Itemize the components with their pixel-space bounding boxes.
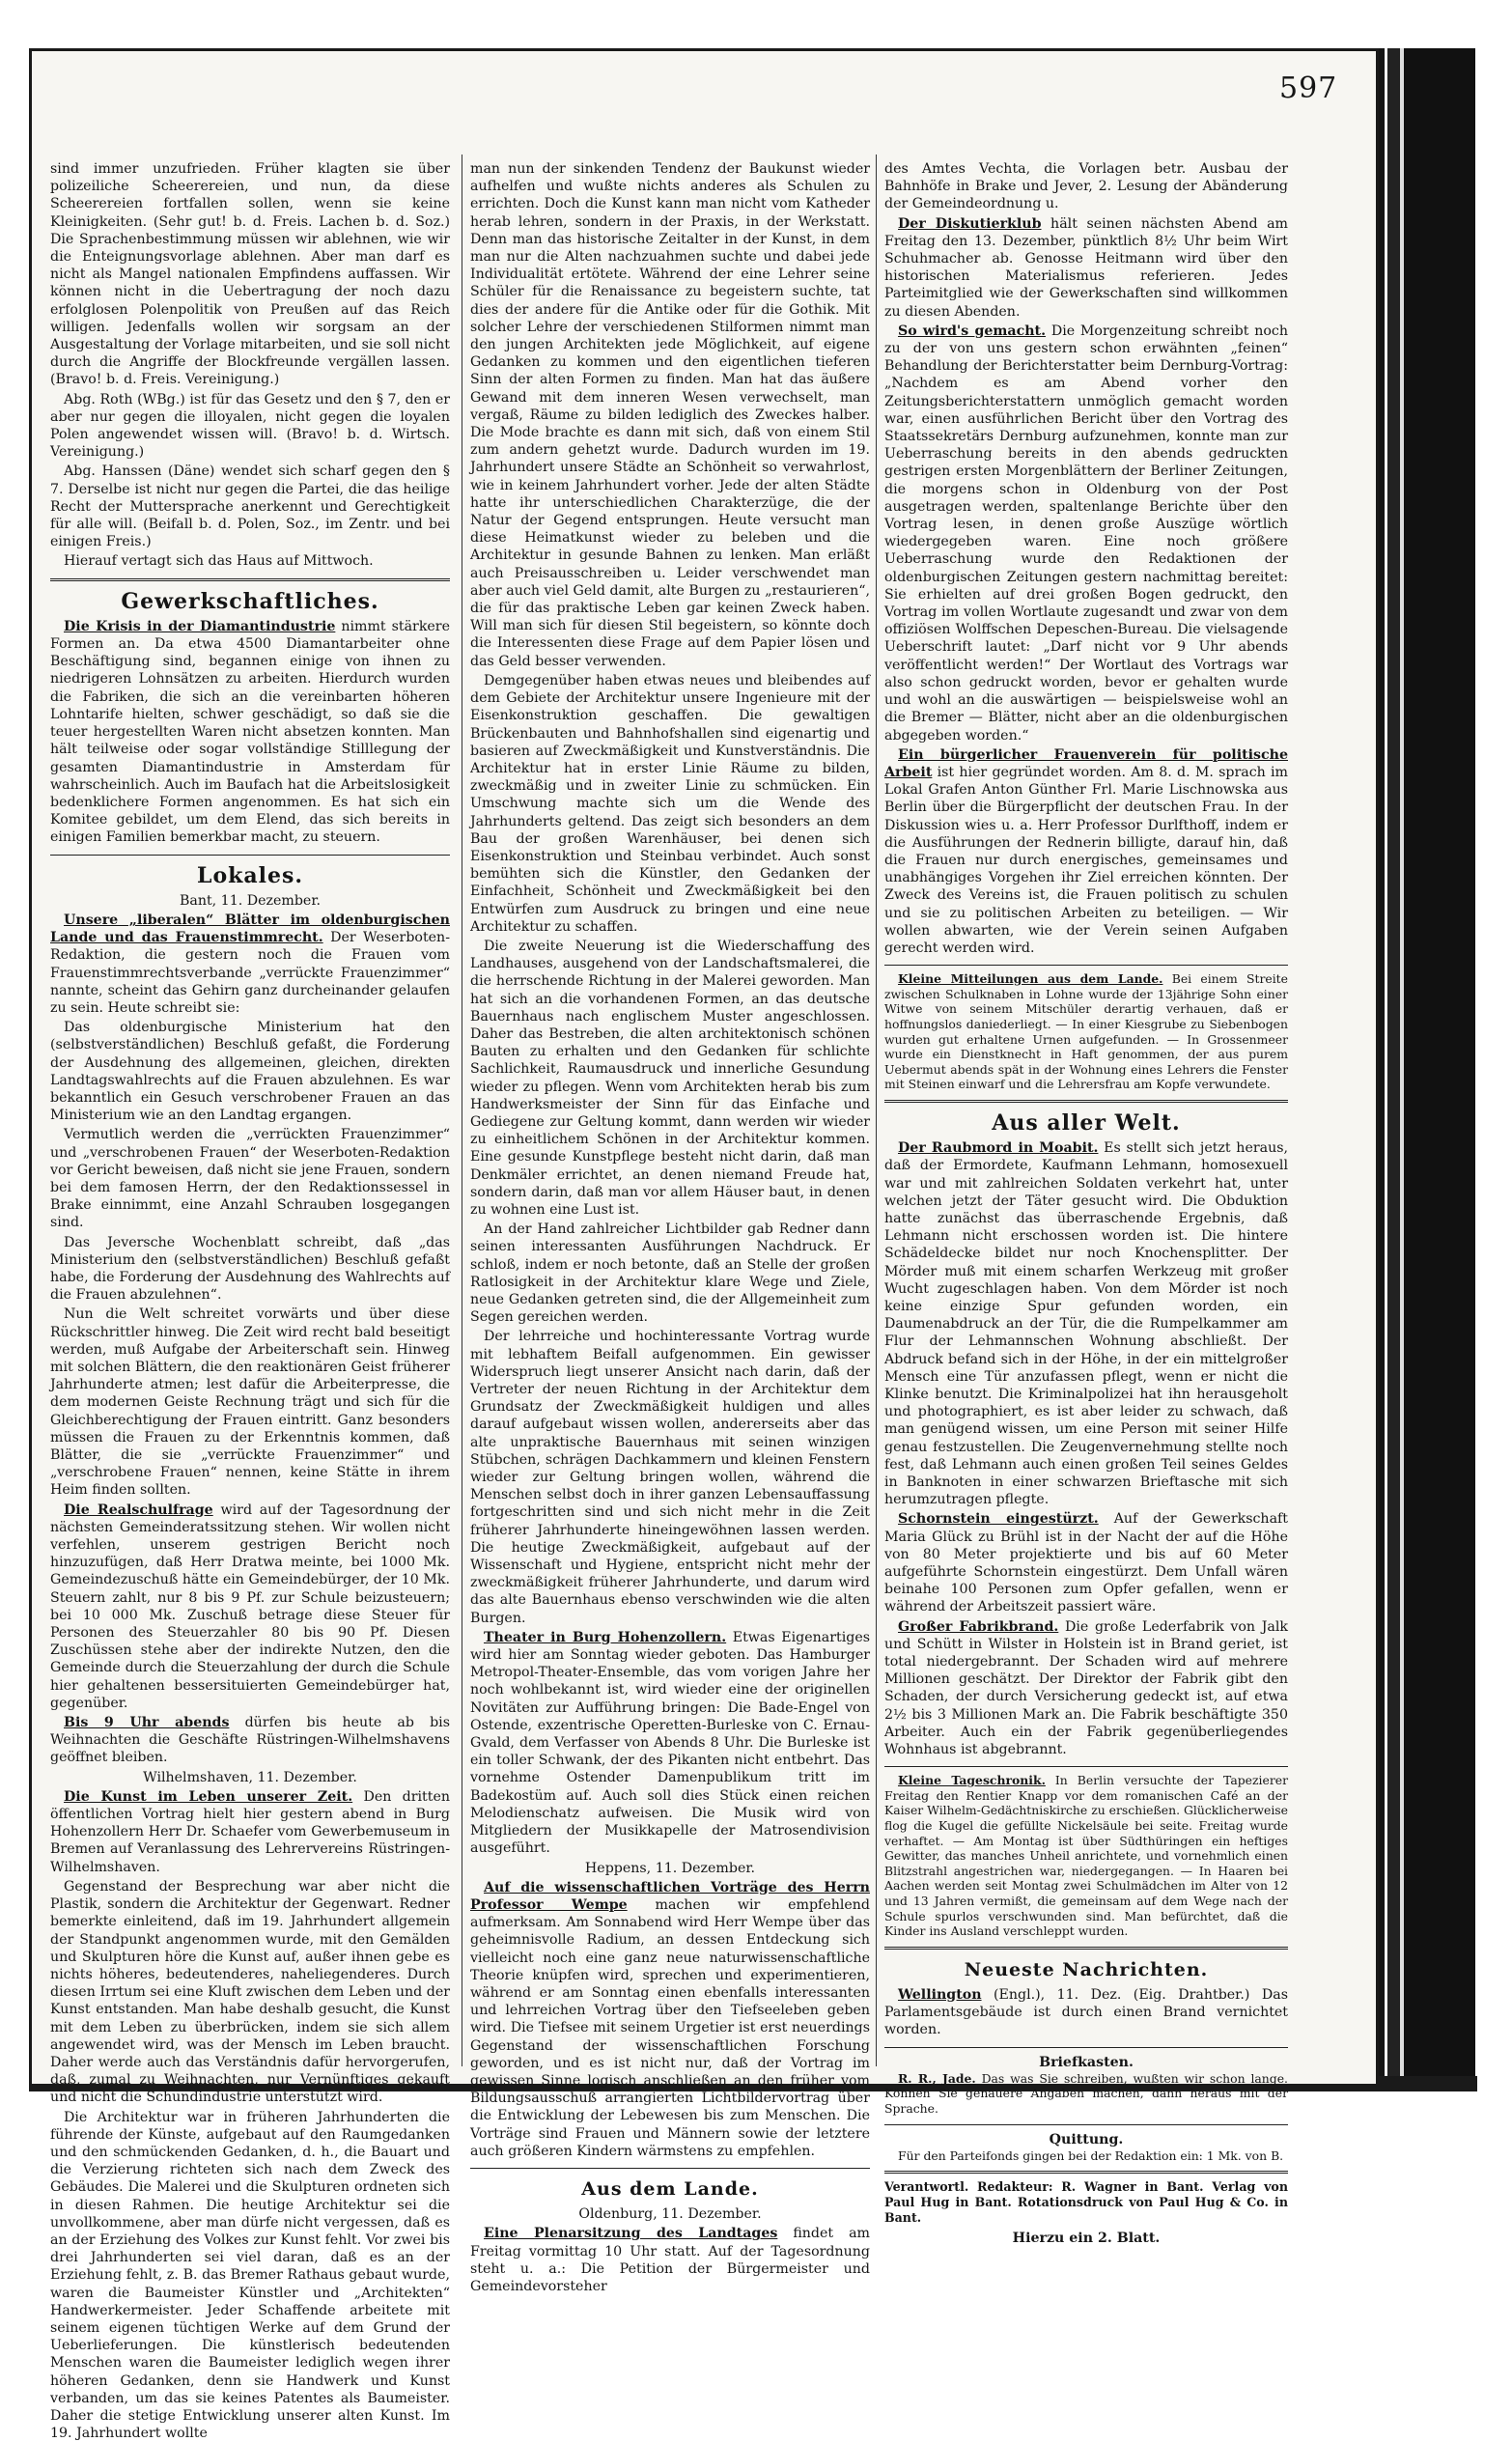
article-text: machen wir empfehlend aufmerksam. Am Sonnabend wird Herr Wempe über das geheimnisvolle Radium, an dessen Entdeckung sich vielleicht noch eine ganz neue naturwissenschaftliche Theorie knüpfen wird, sprechen und experimentieren, während er am Sonntag einen ebenfalls interessanten und lehrreichen Vortrag über den Tiefseeleben geben wird. Die Tiefsee mit seinem Urgetier ist erst neuerdings Gegenstand der wissenschaftlichen Forschung geworden, und es ist nicht nur, daß der Vortrag im gewissen Sinne logisch anschließen an den früher vom Bildungsausschuß arrangierten Lichtbildervortrag über die Entwicklung der Lebewesen bis zum Menschen. Die Vorträge sind Frauen und Männern sowie der letztere auch größeren Kindern wärmstens zu empfehlen. <box>470 1896 870 2159</box>
column-rule <box>876 154 877 2066</box>
article-lead: Eine Plenarsitzung des Landtages <box>484 2226 778 2242</box>
article-text: Die große Lederfabrik von Jalk und Schütt in Wilster in Holstein ist in Brand geriet, ist total niedergebrannt. Der Schaden wird auf mehrere Millionen geschätzt. Der Direktor der Fabrik gibt den Schaden, der durch Versicherung gedeckt ist, auf etwa 2½ bis 3 Millionen Mark an. Die Fabrik beschäftigte 350 Arbeiter. Auch ein der Fabrik gegenüberliegendes Wohnhaus ist abgebrannt. <box>884 1618 1289 1757</box>
column-1 <box>50 160 450 2442</box>
dateline: Bant, 11. Dezember. <box>179 892 322 909</box>
article-lead: Wellington <box>898 1986 982 2003</box>
dateline: Wilhelmshaven, 11. Dezember. <box>143 1769 357 1785</box>
article-lead: Schornstein eingestürzt. <box>898 1511 1099 1528</box>
column-2 <box>470 160 870 2294</box>
imprint: Verantwortl. Redakteur: R. Wagner in Bant. Verlag von Paul Hug in Bant. Rotationsdruck von Paul Hug & Co. in Bant. <box>884 2179 1288 2226</box>
section-rule <box>884 2171 1288 2174</box>
article-text: Für den Parteifonds gingen bei der Redaktion ein: 1 Mk. von B. <box>898 2147 1284 2163</box>
section-heading: Aus dem Lande. <box>581 2177 759 2200</box>
article-text: Das was Sie schreiben, wußten wir schon lange. Können Sie genauere Angaben machen, dann heraus mit der Sprache. <box>884 2070 1288 2116</box>
article-text: An der Hand zahlreicher Lichtbilder gab Redner dann seinen interessanten Ausführungen Nachdruck. Er schloß, indem er noch betonte, daß an Stelle der großen Ratlosigkeit in der Architektur klare Wege und Ziele, neue Gedanken getreten sind, die der Allgemeinheit zum Segen gereichen werden. <box>470 1221 870 1326</box>
section-rule <box>884 2124 1288 2125</box>
article-text: In Berlin versuchte der Tapezierer Freitag den Rentier Knapp vor dem romanischen Café an der Kaiser Wilhelm-Gedächtniskirche zu erschießen. Glücklicherweise flog die Kugel die gefüllte Nickelsäule bei seite. Freitag wurde verhaftet. — Am Montag ist über Südthüringen ein heftiges Gewitter, das manches Unheil anrichtete, und vornehmlich einen Blitzstrahl angestrichen war, niedergegangen. — In Haaren bei Aachen werden seit Montag zwei Schulmädchen im Alter von 12 und 13 Jahren vermißt, die gemeinsam auf dem Wege nach der Schule spurlos verschwunden sind. Man befürchtet, daß die Kinder ins Ausland verschleppt wurden. <box>884 1773 1288 1939</box>
section-heading: Aus aller Welt. <box>992 1109 1181 1136</box>
section-heading: Gewerkschaftliches. <box>121 588 379 614</box>
dateline: Heppens, 11. Dezember. <box>584 1860 756 1876</box>
binding-edge <box>1379 48 1475 2084</box>
article-text: Den dritten öffentlichen Vortrag hielt hier gestern abend in Burg Hohenzollern Herr Dr. Schaefer vom Gewerbemuseum in Bremen auf Veranlassung des Lehrervereins Rüstringen-Wilhelmshaven. <box>50 1788 450 1875</box>
article-text: findet am Freitag vormittag 10 Uhr statt. Auf der Tagesordnung steht u. a.: Die Petition der Bürgermeister und Gemeindevorsteher <box>470 2226 870 2294</box>
article-lead: R. R., Jade. <box>898 2070 976 2086</box>
article-text: Die Morgenzeitung schreibt noch zu der von uns gestern schon erwähnten „feinen“ Behandlung der Berichterstatter beim Dernburg-Vortrag: „Nachdem es am Abend vorher den Zeitungsberichterstattern unmöglich gemacht worden war, einen ausführlichen Bericht über den Vortrag des Staatssekretärs Dernburg aufzunehmen, konnte man zur Ueberraschung bereits in den abends gedruckten gestrigen ersten Morgenblättern der Berliner Zeitungen, die morgens schon in Oldenburg von der Post ausgetragen werden, spaltenlange Berichte über den Vortrag lesen, in denen große Auszüge wörtlich wiedergegeben waren. Eine noch größere Ueberraschung wurde den Redaktionen der oldenburgischen Zeitungen gestern nachmittag bereitet: Sie erhielten auf drei großen Bogen gedruckt, den Vortrag im vollen Wortlaute zugesandt und zwar von dem offiziösen Wolffschen Depeschen-Bureau. Die vielsagende Ueberschrift lautet: „Darf nicht vor 9 Uhr abends veröffentlicht werden!“ Der Wortlaut des Vortrags war also schon gedruckt worden, bevor er gehalten wurde und wohl an die auswärtigen — beispielsweise wohl an die Bremer — Blätter, nicht aber an die oldenburgischen abgegeben worden.“ <box>884 323 1289 744</box>
article-text: Vermutlich werden die „verrückten Frauenzimmer“ und „verschrobenen Frauen“ der Weserboten-Redaktion vor Gericht beweisen, daß nicht sie jene Frauen, sondern bei dem famosen Herrn, der den Redaktionssessel in Brake einnimmt, eine Anzahl Schrauben losgegangen sind. <box>50 1127 450 1231</box>
article-text: nimmt stärkere Formen an. Da etwa 4500 Diamantarbeiter ohne Beschäftigung sind, begannen einige von ihnen zu niedrigeren Lohnsätzen zu arbeiten. Hierdurch wurden die Fabriken, die sich an die vereinbarten höheren Lohntarife hielten, schwer geschädigt, so daß sie die teuer hergestellten Waren nicht absetzen konnten. Man hält teilweise oder sogar vollständige Stilllegung der gesamten Diamantindustrie in Amsterdam für wahrscheinlich. Auch im Baufach hat die Arbeitslosigkeit bedenklichere Formen angenommen. Es hat sich ein Komitee gebildet, um dem Elend, das sich bereits in einigen Familien bemerkbar macht, zu steuern. <box>50 618 450 846</box>
article-lead: So wird's gemacht. <box>898 323 1047 339</box>
article-lead: Kleine Tageschronik. <box>898 1773 1046 1788</box>
article-text: Hierauf vertagt sich das Haus auf Mittwoch. <box>64 553 374 570</box>
section-rule <box>884 1100 1288 1103</box>
section-heading: Quittung. <box>1049 2131 1124 2147</box>
article-text: Die Architektur war in früheren Jahrhunderten die führende der Künste, aufgebaut auf den Raumgedanken und den schmückenden Gedanken, d. h., die Bauart und die Verzierung richteten sich nach dem Zweck des Gebäudes. Die Malerei und die Skulpturen ordneten sich in diesen Rahmen. Die heutige Architektur sei die unvollkommene, aber man dürfe nicht vergessen, daß es an der Erziehung des Volkes zur Kunst fehlt. Vor zwei bis drei Jahrhunderten sei viel daran, daß es an der Erziehung fehlt, z. B. das Bremer Rathaus gebaut wurde, waren die Baumeister Künstler und „Architekten“ Handwerkermeister. Jeder Schaffende arbeitete mit seinem eigenen tüchtigen Werke auf dem Grund der Ueberlieferungen. Die künstlerisch bedeutenden Menschen waren die Baumeister lediglich wegen ihrer höheren Gedanken, denn sie Handwerk und Kunst verbanden, um das sie keines Patentes als Baumeister. Daher die stetige Entwicklung unserer alten Kunst. Im 19. Jahrhundert wollte <box>50 2109 450 2442</box>
article-text: hält seinen nächsten Abend am Freitag den 13. Dezember, pünktlich 8½ Uhr beim Wirt Schuhmacher ab. Genosse Heitmann wird über den historischen Materialismus referieren. Jedes Parteimitglied wie der Gewerkschaften sind willkommen zu diesen Abenden. <box>884 215 1289 320</box>
section-rule <box>470 2168 870 2169</box>
article-text: dürfen bis heute ab bis Weihnachten die Geschäfte Rüstringen-Wilhelmshavens geöffnet bleiben. <box>50 1715 450 1766</box>
article-text: Die zweite Neuerung ist die Wiederschaffung des Landhauses, ausgehend von der Landschaftsmalerei, die die herrschende Richtung in der Malerei geworden. Man hat sich an die vorhandenen Formen, an das deutsche Bauernhaus nach englischem Muster angeschlossen. Daher das Bestreben, die alten architektonisch schönen Bauten zu erhalten und den Gedanken für schlichte Sachlichkeit, Raumausdruck und innerliche Gesundung wieder zu pflegen. Wenn vom Architekten herab bis zum Handwerksmeister der Sinn für das Einfache und Gediegene zur Geltung kommt, dann werden wir wieder zu einheitlichem Schönen in der Architektur kommen. Eine gesunde Kunstpflege besteht nicht darin, daß man Denkmäler errichtet, an denen niemand Freude hat, sondern darin, daß man vor allem Häuser baut, in denen zu wohnen eine Lust ist. <box>470 938 870 1218</box>
article-text: Bei einem Streite zwischen Schulknaben in Lohne wurde der 13jährige Sohn einer Witwe von seinem Mitschüler derartig verhauen, daß er hoffnungslos daniederliegt. — In einer Kiesgrube zu Siebenbogen wurden gut erhaltene Urnen aufgefunden. — In Grossenmeer wurde ein Dienstknecht in Haft genommen, der aus purem Uebermut abends spät in der Wohnung eines Lehrers die Fenster mit Steinen einwarf und die Lehrersfrau am Kopfe verwundete. <box>884 971 1288 1092</box>
article-text: Gegenstand der Besprechung war aber nicht die Plastik, sondern die Architektur der Gegenwart. Redner bemerkte einleitend, daß im 19. Jahrhundert allgemein der Standpunkt angenommen wurde, mit den Gemälden und Skulpturen höre die Kunst auf, außer ihnen gebe es nichts höheres, bedeutenderes, naheliegenderes. Durch diesen Irrtum sei eine Kluft zwischen dem Leben und der Kunst entstanden. Man habe deshalb gesucht, die Kunst mit dem Leben zu überbrücken, indem sie sich allem angewendet wird, was der Mensch im Leben braucht. Daher werde auch das Verständnis dafür hervorgerufen, daß, zumal zu Weihnachten, nur Vernünftiges gekauft und nicht die Schundindustrie unterstützt wird. <box>50 1878 450 2106</box>
section-rule <box>884 1947 1288 1950</box>
article-text: Der Weserboten-Redaktion, die gestern noch die Frauen vom Frauenstimmrechtsverbande „verrückte Frauenzimmer“ nannte, scheint das Gehirn ganz durcheinander gelaufen zu sein. Heute schreibt sie: <box>50 930 450 1016</box>
article-text: des Amtes Vechta, die Vorlagen betr. Ausbau der Bahnhöfe in Brake und Jever, 2. Lesung der Abänderung der Gemeindeordnung u. <box>884 161 1288 212</box>
section-heading: Lokales. <box>196 862 304 888</box>
article-text: (Engl.), 11. Dez. (Eig. Drahtber.) Das Parlamentsgebäude ist durch einen Brand vernichtet worden. <box>884 1986 1288 2038</box>
article-lead: Die Krisis in der Diamantindustrie <box>64 618 336 634</box>
article-text: man nun der sinkenden Tendenz der Baukunst wieder aufhelfen und wußte nichts anderes als Schulen zu errichten. Doch die Kunst kann man nicht vom Katheder herab lehren, sondern in der Praxis, in der Werkstatt. Denn man das historische Zeitalter in der Kunst, in dem man nur die Alten nachzuahmen suchte und dabei jede Individualität ertötete. Während der eine Lehrer seine Schüler für die Renaissance zu begeistern suchte, tat dies der andere für die Antike oder für die Gothik. Mit solcher Lehre der verschiedenen Stilformen nimmt man den jungen Architekten jede Möglichkeit, auf eigene Gedanken zu kommen und den eigentlichen tieferen Sinn der alten Formen zu finden. Man hat das äußere Gewand mit dem inneren Wesen verwechselt, man vergaß, Räume zu bilden lediglich des Zweckes halber. Die Mode brachte es dann mit sich, daß von einem Stil zum andern gehetzt wurde. Dadurch wurden im 19. Jahrhundert unsere Städte an Schönheit so verwahrlost, wie in keinem Jahrhundert vorher. Jede der alten Städte hatte ihr unterschiedlichen Charakterzüge, die der Natur der Gegend entsprungen. Heute versucht man diese Heimatkunst wieder zu beleben und die Architektur in gesunde Bahnen zu lenken. Man erläßt auch Preisausschreiben u. Leider verschwendet man aber auch viel Geld damit, alte Burgen zu „restaurieren“, die für das praktische Leben gar keinen Zweck haben. Will man sich für diesen Stil begeistern, so könnte doch die Interessenten diese Frage auf dem Papier lösen und das Geld besser verwenden. <box>470 161 870 669</box>
article-lead: Der Raubmord in Moabit. <box>898 1140 1099 1157</box>
article-lead: Ein bürgerlicher Frauenverein für politische Arbeit <box>884 746 1288 780</box>
article-text: Abg. Roth (WBg.) ist für das Gesetz und den § 7, den er aber nur gegen die illoyalen, nicht gegen die loyalen Polen angewendet wissen will. (Bravo! b. d. Wirtsch. Vereinigung.) <box>50 391 450 461</box>
article-lead: Auf die wissenschaftlichen Vorträge des Herrn Professor Wempe <box>470 1879 870 1913</box>
section-rule <box>884 2047 1288 2048</box>
section-rule <box>50 578 450 581</box>
article-text: Es stellt sich jetzt heraus, daß der Ermordete, Kaufmann Lehmann, homosexuell war und mit zahlreichen Soldaten verkehrt hat, unter welchen jetzt der Täter gesucht wird. Die Obduktion hatte zunächst das überraschende Ergebnis, daß Lehmann nicht erschossen worden ist. Die hintere Schädeldecke bildet nur noch Knochensplitter. Der Mörder muß mit einem scharfen Werkzeug mit großer Wucht zugeschlagen haben. Von dem Mörder ist noch keine einzige Spur gefunden worden, ein Daumenabdruck an der Tür, die die Rumpelkammer am Flur der Lehmannschen Wohnung abschließt. Der Abdruck befand sich in der Höhe, in der ein mittelgroßer Mensch eine Tür anzufassen pflegt, wenn er nicht die Klinke benutzt. Die Kriminalpolizei hat ihn herausgeholt und photographiert, es ist aber leider zu schwach, daß man genügend wissen, um eine Person mit seiner Hilfe genau festzustellen. Die Zeugenvernehmung stellte noch fest, daß Lehmann auch einen großen Teil seines Geldes in Banknoten in einer schwarzen Brieftasche mit sich herumzutragen pflegte. <box>884 1140 1289 1508</box>
article-text: Etwas Eigenartiges wird hier am Sonntag wieder geboten. Das Hamburger Metropol-Theater-Ensemble, das vom vorigen Jahre her noch wohlbekannt ist, wird wieder eine der originellen Novitäten zur Aufführung bringen: Die Bade-Engel von Ostende, exzentrische Operetten-Burleske von C. Ernau-Gvald, dem Verfasser von Abends 8 Uhr. Die Burleske ist ein toller Schwank, der des Pikanten nicht entbehrt. Das vornehme Ostender Damenpublikum tritt im Badekostüm auf. Auch soll dies Stück einen reichen Melodienschatz aufweisen. Die Musik wird von Mitgliedern der Musikkapelle der Matrosendivision ausgeführt. <box>470 1629 870 1857</box>
article-lead: Theater in Burg Hohenzollern. <box>484 1629 727 1645</box>
column-3 <box>884 160 1289 2247</box>
article-lead: Kleine Mitteilungen aus dem Lande. <box>898 971 1163 987</box>
article-lead: Bis 9 Uhr abends <box>64 1715 230 1731</box>
article-text: wird auf der Tagesordnung der nächsten Gemeinderatssitzung stehen. Wir wollen nicht verfehlen, unserem gestrigen Bericht noch hinzuzufügen, daß Herr Dratwa meinte, bei 1000 Mk. Gemeindezuschuß hätte ein Gemeindebürger, der 10 Mk. Steuern zahlt, nur 8 bis 9 Pf. zur Schule beizusteuern; bei 10 000 Mk. Zuschuß betrage diese Steuer für Personen des Steuerzahler 80 bis 90 Pf. Diesen Zuschüssen stehe aber der indirekte Nutzen, den die Gemeinde durch die Steuerzahlung der durch die Schule hier gehaltenen bessersituierten Gemeindebürger hat, gegenüber. <box>50 1502 450 1711</box>
section-rule <box>884 1766 1288 1767</box>
section-rule <box>50 855 450 856</box>
article-text: Abg. Hanssen (Däne) wendet sich scharf gegen den § 7. Derselbe ist nicht nur gegen die Partei, die das heilige Recht der Muttersprache anerkennt und Gerechtigkeit für alle will. (Beifall b. d. Polen, Soz., im Zentr. und bei einigen Freis.) <box>50 463 450 550</box>
article-lead: Die Kunst im Leben unserer Zeit. <box>64 1788 353 1805</box>
supplement-note: Hierzu ein 2. Blatt. <box>1012 2231 1161 2247</box>
section-rule <box>884 965 1288 966</box>
article-lead: Großer Fabrikbrand. <box>898 1618 1059 1635</box>
dateline: Oldenburg, 11. Dezember. <box>578 2206 762 2223</box>
section-heading: Neueste Nachrichten. <box>964 1958 1209 1980</box>
article-quote: Das oldenburgische Ministerium hat den (selbstverständlichen) Beschluß gefaßt, die Forderung der Ausdehnung des allgemeinen, gleichen, direkten Landtagswahlrechts auf die Frauen abzulehnen. Es war bekanntlich ein Gesuch verschrobener Frauen an das Ministerium wie an den Landtag ergangen. <box>50 1020 450 1124</box>
article-lead: Der Diskutierklub <box>898 215 1042 232</box>
section-heading: Briefkasten. <box>1039 2054 1134 2070</box>
article-text: Das Jeversche Wochenblatt schreibt, daß „das Ministerium den (selbstverständlichen) Beschluß gefaßt habe, die Forderung der Ausdehnung des Wahlrechts auf die Frauen abzulehnen“. <box>50 1234 450 1304</box>
article-text: Nun die Welt schreitet vorwärts und über diese Rückschrittler hinweg. Die Zeit wird recht bald beseitigt werden, muß Aufgabe der Arbeiterschaft sein. Hinweg mit solchen Blättern, die den reaktionären Geist früherer Jahrhunderte atmen; lest dafür die Arbeiterpresse, die dem modernen Geiste Rechnung trägt und sich für die Gleichberechtigung der Frauen eintritt. Ganz besonders müssen die Frauen zu der Erkenntnis kommen, daß Blätter, die sie „verrückte Frauenzimmer“ und „verschrobene Frauen“ nennen, keine Stätte in ihrem Heim finden sollten. <box>50 1306 450 1499</box>
article-text: ist hier gegründet worden. Am 8. d. M. sprach im Lokal Grafen Anton Günther Frl. Marie Lischnowska aus Berlin über die Bürgerpflicht der deutschen Frau. In der Diskussion wies u. a. Herr Professor Durlfthoff, indem er die Ausführungen der Rednerin billigte, darauf hin, daß die Frauen nur durch energisches, gemeinsames und unabhängiges Vorgehen ihr Ziel erreichen könnten. Der Zweck des Vereins ist, die Frauen politisch zu schulen und sie zu politischen Arbeiten zu beteiligen. — Wir wollen abwarten, wie der Verein seinen Aufgaben gerecht werden wird. <box>884 764 1288 956</box>
article-text: Auf der Gewerkschaft Maria Glück zu Brühl ist in der Nacht der auf die Höhe von 80 Meter projektierte und bis auf 60 Meter aufgeführte Schornstein eingestürzt. Dem Unfall wären beinahe 100 Personen zum Opfer gefallen, wenn er während der Arbeitszeit passiert wäre. <box>884 1511 1288 1615</box>
article-lead: Die Realschulfrage <box>64 1502 213 1518</box>
article-text: Der lehrreiche und hochinteressante Vortrag wurde mit lebhaftem Beifall aufgenommen. Ein gewisser Widerspruch liegt unserer Ansicht nach darin, daß der Vertreter der neuen Richtung in der Architektur dem Grundsatz der Zweckmäßigkeit huldigen und alles darauf aufgebaut wissen wollen, andererseits aber das alte unpraktische Bauernhaus mit seinen winzigen Stübchen, schrägen Dachkammern und kleinen Fenstern wieder zur Geltung bringen wollen, während die Menschen selbst doch in ihrer ganzen Lebensauffassung fortgeschritten sind und sich nicht mehr in die Zeit früherer Jahrhunderte hineingewöhnen lassen werden. Die heutige Zweckmäßigkeit, aufgebaut auf der Wissenschaft und Hygiene, entspricht nicht mehr der zweckmäßigkeit früherer Jahrhunderte, und darum wird das alte Bauernhaus ebenso verschwinden wie die alten Burgen. <box>470 1329 870 1626</box>
article-text: sind immer unzufrieden. Früher klagten sie über polizeiliche Scheerereien, und nun, da diese Scheerereien fortfallen sollen, wenn sie keine Kleinigkeiten. (Sehr gut! b. d. Freis. Lachen b. d. Soz.) Die Sprachenbestimmung müssen wir ablehnen, wie wir die Enteignungsvorlage ablehnen. Aber man darf es nicht als Mangel nationalen Empfindens auffassen. Wir können nicht in die Uebertragung der noch dazu erfolglosen Polenpolitik von Preußen auf das Reich willigen. Jedenfalls wollen wir sorgsam an der Ausgestaltung der Vorlage mitarbeiten, und sie soll nicht durch die Angriffe der Blockfreunde vergällen lassen. (Bravo! b. d. Freis. Vereinigung.) <box>50 161 450 388</box>
article-lead: Unsere „liberalen“ Blätter im oldenburgischen Lande und das Frauenstimmrecht. <box>50 912 450 946</box>
article-text: Demgegenüber haben etwas neues und bleibendes auf dem Gebiete der Architektur unsere Ingenieure mit der Eisenkonstruktion geschaffen. Die gewaltigen Brückenbauten und Bahnhofshallen sind eigenartig und basieren auf Zweckmäßigkeit und Kunstverständnis. Die Architektur hat in erster Linie Räume zu bilden, zweckmäßig und in zweiter Linie zu schmücken. Ein Umschwung machte sich um die Wende des Jahrhunderts geltend. Das zeigt sich besonders an dem Bau der großen Warenhäuser, bei denen sich Eisenkonstruktion und Steinbau verbindet. Auch sonst bemühten sich die Künstler, den Gedanken der Einfachheit, Schönheit und Zweckmäßigkeit bei den Entwürfen zum Ausdruck zu bringen und eine neue Architektur zu schaffen. <box>470 672 870 935</box>
page-number: 597 <box>1279 71 1338 105</box>
